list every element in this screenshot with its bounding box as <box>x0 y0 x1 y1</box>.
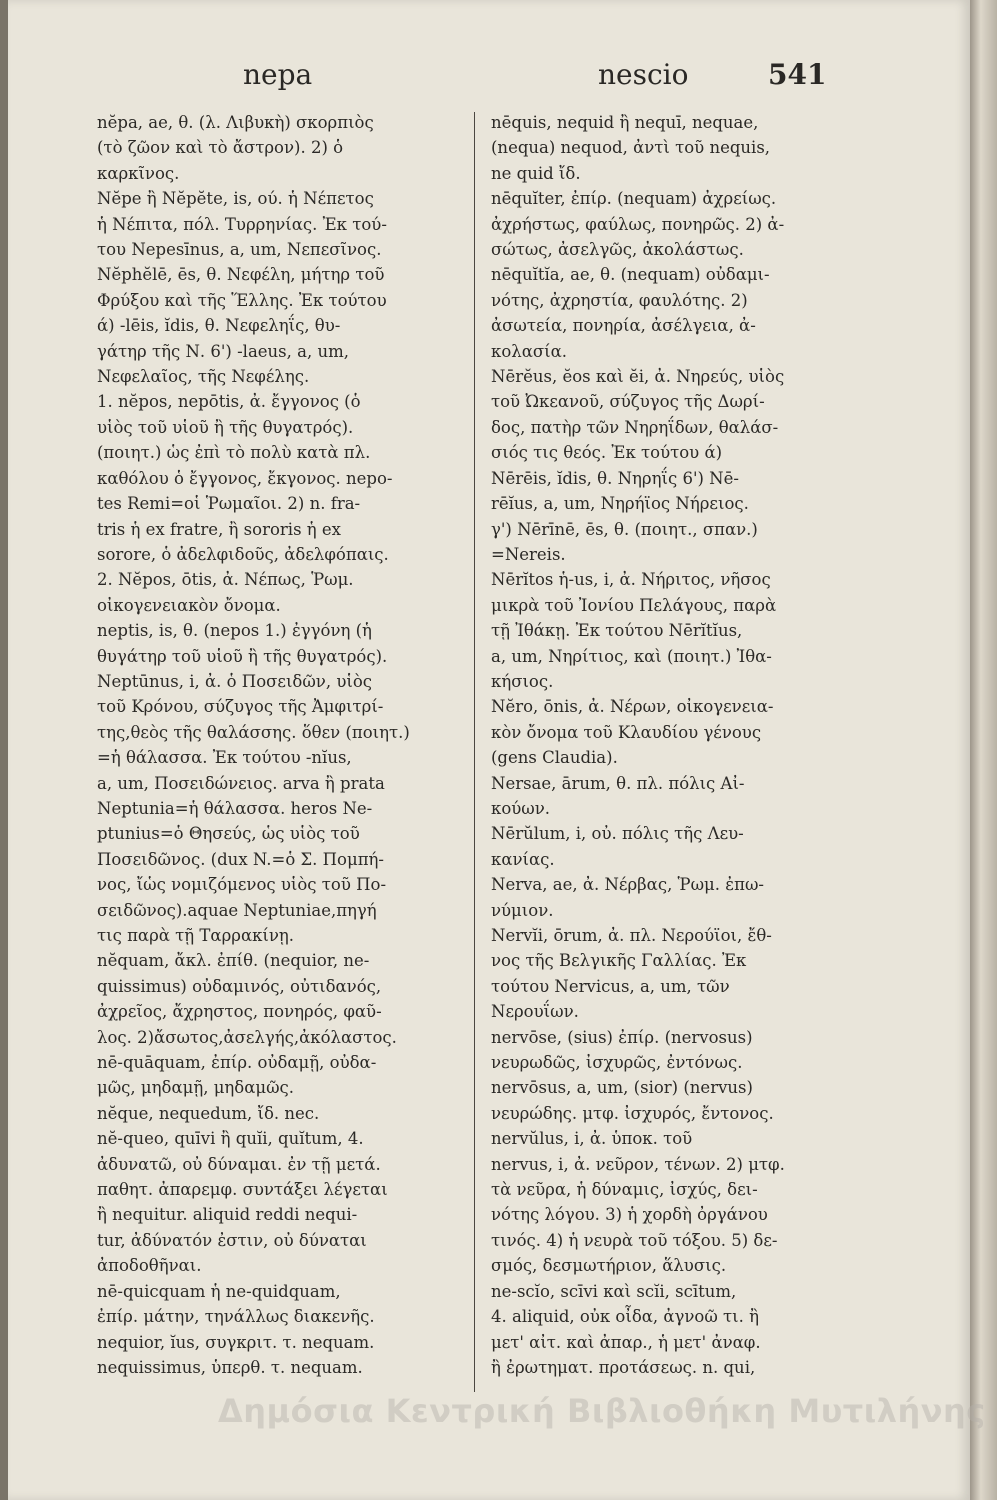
entry-line: Nĕro, ōnis, ἀ. Νέρων, οἰκογενεια- <box>491 697 774 717</box>
entry-line: (ποιητ.) ὡς ἐπὶ τὸ πολὺ κατὰ πλ. <box>97 443 371 463</box>
entry-line: ἀδυνατῶ, οὐ δύναμαι. ἐν τῇ μετά. <box>97 1154 381 1174</box>
entry-line: νύμιον. <box>491 900 554 920</box>
entry-line: σώτως, ἀσελγῶς, ἀκολάστως. <box>491 240 744 260</box>
entry-line: nequissimus, ὑπερθ. τ. nequam. <box>97 1357 363 1377</box>
entry-line: tur, ἀδύνατόν ἐστιν, οὐ δύναται <box>97 1230 367 1250</box>
entry-line: τῇ Ἰθάκῃ. Ἐκ τούτου Nērĭtĭus, <box>491 621 743 641</box>
entry-line: της,θεὸς τῆς θαλάσσης. ὅθεν (ποιητ.) <box>97 722 410 742</box>
entry-line: Nĕpe ἢ Nĕpĕte, is, ού. ἡ Νέπετος <box>97 189 374 209</box>
entry-line: Φρύξου καὶ τῆς Ἕλλης. Ἐκ τούτου <box>97 290 387 310</box>
entry-line: =ἡ θάλασσα. Ἐκ τούτου -nĭus, <box>97 748 352 768</box>
header-right-guideword: nescio <box>598 58 689 91</box>
entry-line: μικρὰ τοῦ Ἰονίου Πελάγους, παρὰ <box>491 595 777 615</box>
entry-line: neptis, is, θ. (nepos 1.) ἐγγόνη (ἡ <box>97 621 372 641</box>
entry-line: θυγάτηρ τοῦ υἱοῦ ἢ τῆς θυγατρός). <box>97 646 388 666</box>
entry-line: nēquis, nequid ἢ nequī, nequae, <box>491 113 759 132</box>
entry-line: γάτηρ τῆς Ν. 6') -laeus, a, um, <box>97 341 349 361</box>
entry-line: ἀσωτεία, πονηρία, ἀσέλγεια, ἀ- <box>491 316 756 336</box>
entry-line: ἐπίρ. μάτην, τηνάλλως διακενῆς. <box>97 1307 375 1327</box>
entry-line: Nērŭlum, i, οὐ. πόλις τῆς Λευ- <box>491 824 744 844</box>
entry-line: nēquĭtĭa, ae, θ. (nequam) οὐδαμι- <box>491 265 770 285</box>
entry-line: Nĕphĕlē, ēs, θ. Νεφέλη, μήτηρ τοῦ <box>97 265 385 285</box>
entry-line: nervōsus, a, um, (sior) (nervus) <box>491 1078 753 1098</box>
entry-line: νος τῆς Βελγικῆς Γαλλίας. Ἐκ <box>491 951 747 971</box>
entry-line: λος. 2)ἄσωτος,ἀσελγής,ἀκόλαστος. <box>97 1027 397 1047</box>
entry-line: 4. aliquid, οὐκ οἶδα, ἀγνοῶ τι. ἢ <box>491 1307 760 1327</box>
entry-line: nervŭlus, i, ἀ. ὑποκ. τοῦ <box>491 1129 693 1149</box>
entry-line: κανίας. <box>491 849 555 869</box>
entry-line: καρκῖνος. <box>97 163 180 183</box>
entry-line: καθόλου ὁ ἔγγονος, ἔκγονος. nepo- <box>97 468 393 488</box>
entry-line: nĕque, nequedum, ἴδ. nec. <box>97 1103 320 1123</box>
entry-line: ἀποδοθῆναι. <box>97 1256 202 1276</box>
entry-line: ἡ Νέπιτα, πόλ. Τυρρηνίας. Ἐκ τού- <box>97 214 387 234</box>
entry-line: ne-scĭo, scīvi καὶ scĭi, scītum, <box>491 1281 737 1301</box>
entry-line: Nērēis, ĭdis, θ. Νηρηΐς 6') Nē- <box>491 468 739 488</box>
entry-line: τις παρὰ τῇ Ταρρακίνῃ. <box>97 926 295 945</box>
entry-line: νευρώδης. μτφ. ἰσχυρός, ἔντονος. <box>491 1103 774 1123</box>
entry-line: Νερουΐων. <box>491 1002 579 1022</box>
entry-line: τοῦ Ὠκεανοῦ, σύζυγος τῆς Δωρί- <box>491 392 765 412</box>
entry-line: tris ἡ ex fratre, ἢ sororis ἡ ex <box>97 519 341 539</box>
entry-line: (τὸ ζῶον καὶ τὸ ἄστρον). 2) ὁ <box>97 138 344 158</box>
entry-line: rēĭus, a, um, Νηρήϊος Νήρειος. <box>491 494 749 514</box>
entry-line: nēquĭter, ἐπίρ. (nequam) ἀχρείως. <box>491 189 777 209</box>
entry-line: νος, ἴὡς νομιζόμενος υἱὸς τοῦ Πο- <box>97 875 387 895</box>
entry-line: nē-quāquam, ἐπίρ. οὐδαμῇ, οὐδα- <box>97 1053 377 1073</box>
entry-line: a, um, Νηρίτιος, καὶ (ποιητ.) Ἰθα- <box>491 646 772 666</box>
running-header <box>78 58 858 98</box>
entry-line: Nersae, ārum, θ. πλ. πόλις Αἰ- <box>491 773 745 793</box>
entry-line: δος, πατὴρ τῶν Νηρηΐδων, θαλάσ- <box>491 417 779 437</box>
entry-line: τινός. 4) ἡ νευρὰ τοῦ τόξου. 5) δε- <box>491 1230 778 1250</box>
entry-line: ptunius=ὁ Θησεύς, ὡς υἱὸς τοῦ <box>97 824 360 844</box>
entry-line: tes Remi=οἱ Ῥωμαῖοι. 2) n. fra- <box>97 494 361 514</box>
entry-line: του Nepesīnus, a, um, Νεπεσῖνος. <box>97 240 382 260</box>
entry-line: σμός, δεσμωτήριον, ἅλυσις. <box>491 1256 727 1276</box>
dictionary-page <box>8 0 970 1500</box>
library-watermark: Δημόσια Κεντρική Βιβλιοθήκη Μυτιλήνης <box>218 1392 986 1430</box>
entry-line: σειδῶνος).aquae Neptuniae,πηγή <box>97 900 377 920</box>
entry-line: Νεφελαῖος, τῆς Νεφέλης. <box>97 367 310 387</box>
entry-line: ἢ ἐρωτηματ. προτάσεως. n. qui, <box>491 1357 756 1377</box>
column-divider <box>474 112 475 1392</box>
right-column <box>491 110 863 1380</box>
entry-line: νότης, ἀχρηστία, φαυλότης. 2) <box>491 290 748 310</box>
entry-line: Nerva, ae, ἀ. Νέρβας, Ῥωμ. ἐπω- <box>491 875 764 895</box>
entry-line: νότης λόγου. 3) ἡ χορδὴ ὀργάνου <box>491 1205 768 1225</box>
entry-line: (gens Claudia). <box>491 748 618 768</box>
entry-line: κὸν ὄνομα τοῦ Κλαυδίου γένους <box>491 722 762 742</box>
entry-line: Ποσειδῶνος. (dux N.=ὁ Σ. Πομπή- <box>97 849 385 869</box>
entry-line: nervus, i, ἀ. νεῦρον, τένων. 2) μτφ. <box>491 1154 785 1174</box>
entry-line: nequior, ĭus, συγκριτ. τ. nequam. <box>97 1332 375 1352</box>
entry-line: Nērĕus, ĕos καὶ ĕi, ἀ. Νηρεύς, υἱὸς <box>491 367 785 387</box>
entry-line: γ') Nērīnē, ēs, θ. (ποιητ., σπαν.) <box>491 519 758 539</box>
entry-line: Neptunia=ἡ θάλασσα. heros Ne- <box>97 798 373 818</box>
entry-line: τὰ νεῦρα, ἡ δύναμις, ἰσχύς, δει- <box>491 1180 758 1200</box>
entry-line: σιός τις θεός. Ἐκ τούτου ά) <box>491 443 723 463</box>
entry-line: sorore, ὁ ἀδελφιδοῦς, ἀδελφόπαις. <box>97 544 389 564</box>
entry-line: μετ' αἰτ. καὶ ἀπαρ., ἡ μετ' ἀναφ. <box>491 1332 761 1352</box>
entry-line: κήσιος. <box>491 671 554 691</box>
entry-line: ἢ nequitur. aliquid reddi nequi- <box>97 1205 358 1225</box>
entry-line: τούτου Nervicus, a, um, τῶν <box>491 976 730 996</box>
entry-line: ἀχρήστως, φαύλως, πονηρῶς. 2) ἀ- <box>491 214 785 234</box>
entry-line: 1. nĕpos, nepōtis, ἀ. ἔγγονος (ὁ <box>97 392 361 412</box>
entry-line: quissimus) οὐδαμινός, οὐτιδανός, <box>97 976 382 996</box>
entry-line: =Nereis. <box>491 544 566 564</box>
header-left-guideword: nepa <box>243 58 313 91</box>
entry-line: ἀχρεῖος, ἄχρηστος, πονηρός, φαῦ- <box>97 1002 382 1022</box>
entry-line: ά) -lēis, ĭdis, θ. Νεφεληΐς, θυ- <box>97 316 341 336</box>
entry-line: Neptūnus, i, ἀ. ὁ Ποσειδῶν, υἱὸς <box>97 671 372 691</box>
page-number: 541 <box>768 58 827 91</box>
left-column <box>97 110 477 1380</box>
entry-line: nĕ-queo, quīvi ἢ quĭi, quĭtum, 4. <box>97 1129 364 1149</box>
entry-line: Nērĭtos ἡ-us, i, ἀ. Νήριτος, νῆσος <box>491 570 771 590</box>
entry-line: κούων. <box>491 798 551 818</box>
entry-line: παθητ. ἀπαρεμφ. συντάξει λέγεται <box>97 1180 388 1200</box>
entry-line: (nequa) nequod, ἀντὶ τοῦ nequis, <box>491 138 771 158</box>
book-edge <box>970 0 997 1500</box>
entry-line: οἰκογενειακὸν ὄνομα. <box>97 595 281 615</box>
entry-line: a, um, Ποσειδώνειος. arva ἢ prata <box>97 773 385 793</box>
entry-line: ne quid ἴδ. <box>491 163 581 183</box>
entry-line: τοῦ Κρόνου, σύζυγος τῆς Ἀμφιτρί- <box>97 697 384 717</box>
entry-line: κολασία. <box>491 341 567 361</box>
entry-line: nervōse, (sius) ἐπίρ. (nervosus) <box>491 1027 753 1047</box>
entry-line: μῶς, μηδαμῇ, μηδαμῶς. <box>97 1078 295 1098</box>
entry-line: νευρωδῶς, ἰσχυρῶς, ἐντόνως. <box>491 1053 743 1073</box>
entry-line: υἱὸς τοῦ υἱοῦ ἢ τῆς θυγατρός). <box>97 417 354 437</box>
entry-line: 2. Nĕpos, ōtis, ἀ. Νέπως, Ῥωμ. <box>97 570 354 590</box>
entry-line: nē-quicquam ἡ ne-quidquam, <box>97 1281 341 1301</box>
entry-line: Nervĭi, ōrum, ἀ. πλ. Νερούϊοι, ἔθ- <box>491 926 772 945</box>
entry-line: nĕquam, ἄκλ. ἐπίθ. (nequior, ne- <box>97 951 370 971</box>
entry-line: nĕpa, ae, θ. (λ. Λιβυκὴ) σκορπιὸς <box>97 113 374 132</box>
